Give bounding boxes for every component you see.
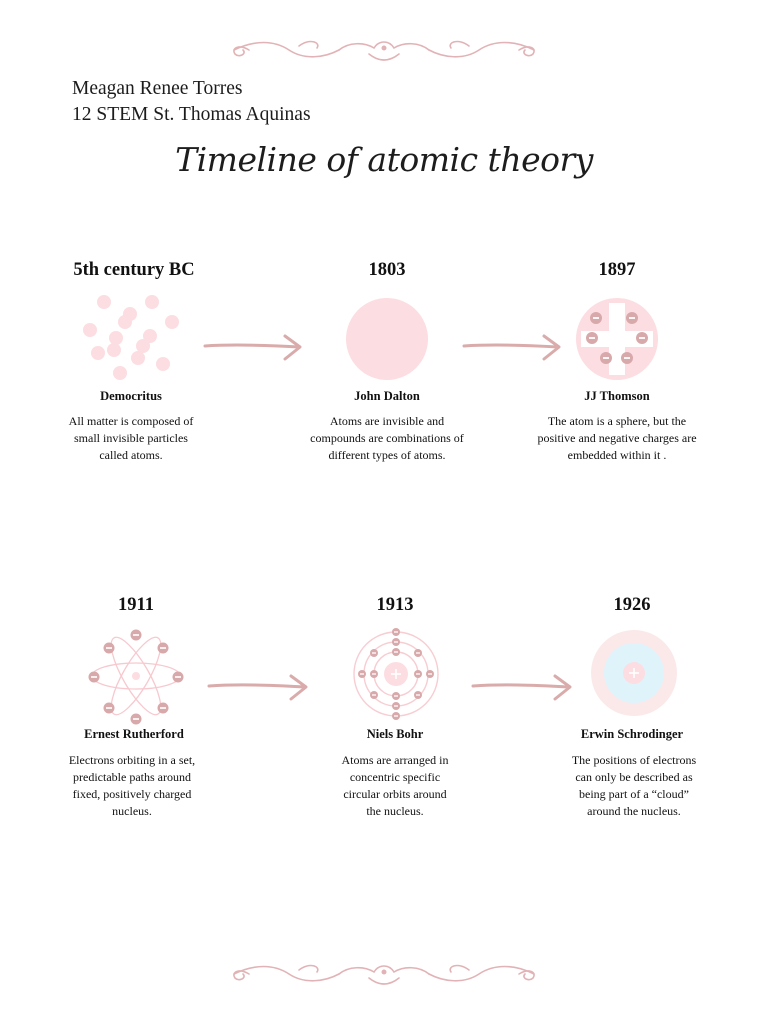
author-name: Meagan Renee Torres xyxy=(72,78,243,99)
nuclear-atom-icon xyxy=(86,628,186,724)
arrow-right-icon xyxy=(203,333,305,363)
page-title: Timeline of atomic theory xyxy=(175,140,593,179)
plum-pudding-icon xyxy=(575,297,659,381)
scientist-name: Democritus xyxy=(100,389,162,403)
scientist-name: Niels Bohr xyxy=(366,727,424,741)
year-label: 1803 xyxy=(368,260,406,280)
author-section: 12 STEM St. Thomas Aquinas xyxy=(72,104,311,125)
arrow-right-icon xyxy=(207,673,311,703)
description: The positions of electrons can only be described as being part of a “cloud” around the nucleus. xyxy=(571,753,697,818)
description: The atom is a sphere, but the positive and negative charges are embedded within it . xyxy=(537,414,697,462)
solid-sphere-icon xyxy=(344,297,430,381)
electron-cloud-icon xyxy=(590,629,678,717)
scientist-name: JJ Thomson xyxy=(584,389,650,403)
particles-icon xyxy=(78,290,188,382)
description: Atoms are arranged in concentric specific circular orbits around the nucleus. xyxy=(341,753,449,818)
top-flourish-ornament xyxy=(229,36,539,64)
year-label: 5th century BC xyxy=(73,260,195,280)
scientist-name: John Dalton xyxy=(354,389,420,403)
scientist-name: Ernest Rutherford xyxy=(84,727,184,741)
bottom-flourish-ornament xyxy=(229,960,539,988)
arrow-right-icon xyxy=(462,333,564,363)
year-label: 1911 xyxy=(118,595,154,615)
year-label: 1926 xyxy=(613,595,651,615)
arrow-right-icon xyxy=(471,673,575,703)
description: All matter is composed of small invisible particles called atoms. xyxy=(68,414,194,462)
bohr-orbits-icon xyxy=(352,626,440,720)
description: Atoms are invisible and compounds are combinations of different types of atoms. xyxy=(310,414,464,462)
year-label: 1897 xyxy=(598,260,636,280)
scientist-name: Erwin Schrodinger xyxy=(580,727,684,741)
year-label: 1913 xyxy=(376,595,414,615)
description: Electrons orbiting in a set, predictable paths around fixed, positively charged nucleus. xyxy=(68,753,196,818)
